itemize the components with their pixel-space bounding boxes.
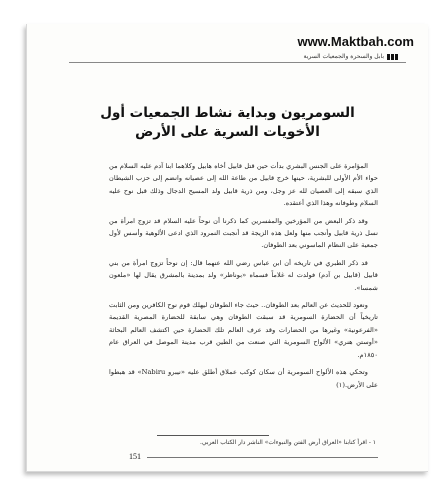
chapter-title: السومريون وبداية نشاط الجمعيات أول الأخويات السرية على الأرض — [100, 105, 355, 140]
folio-rule — [147, 457, 378, 458]
site-watermark[interactable]: www.Maktbah.com — [297, 34, 414, 49]
paragraph: المؤامرة على الجنس البشري بدأت حين قتل قابيل أخاه هابيل وكلاهما ابنا آدم عليه السلام من حواء الأم الأولى للبشرية، حينها خرج قابيل من طاعة الله إلى عصيانه وانضم إلى حزب الشيطان الذي سبقه إلى العصيان لله عز وجل، ومن ذرية قابيل ولد المسيح الدجال وذلك قبل نوح عليه السلام وطوفانه وهذا الذي أعتقده. — [109, 162, 378, 208]
paragraph: ونعود للحديث عن العالم بعد الطوفان.. حيث جاء الطوفان ليهلك قوم نوح الكافرين ومن الثابت تاريخياً أن الحضارة السومرية قد سبقت الطوفان وهي سابقة للحضارة المصرية القديمة «الفرعونية» وغيرها من الحضارات وقد عرف العالم تلك الحضارة حين اكتشف العالم البحاثة «أوستن هنري» الألواح السومرية التي صنعت من الطين قرب مدينة الموصل في العراق عام ١٨٥٠م. — [109, 301, 378, 359]
running-head — [304, 53, 398, 60]
running-head-text: بابل والسحرة والجمعيات السرية — [303, 53, 384, 60]
header-rule — [69, 62, 406, 63]
book-page — [26, 24, 428, 472]
footnote: ١ - اقرأ كتابنا «العراق أرض الفتن والنبوءات» الناشر دار الكتاب العربي. — [200, 439, 376, 446]
page-number: 151 — [129, 452, 141, 461]
body-text — [109, 160, 378, 396]
paragraph: وتحكي هذه الألواح السومرية أن سكان كوكب عملاق أطلق عليه «نيبرو Nabiru» قد هبطوا على الأرض.(١) — [109, 368, 378, 389]
paragraph: قد ذكر الطبري في تاريخه أن ابن عباس رضي الله عنهما قال: إن نوحاً تزوج امرأة من بني قابيل (قابيل بن آدم) فولدت له غلاماً فسماه «بوناظر» ولد بمدينة بالمشرق يقال لها «ملعون شمسا». — [109, 258, 378, 292]
footnote-rule — [157, 435, 269, 436]
paragraph: وقد ذكر البعض من المؤرخين والمفسرين كما ذكرنا أن نوحاً عليه السلام قد تزوج امرأة من نسل ذرية قابيل وأنجب منها ولعل هذه الزيجة قد أنجبت النمرود الذي ادعى الألوهية وأسس لأول جمعية على النظام الماسوني بعد الطوفان. — [109, 216, 378, 250]
header-bars-icon — [387, 54, 398, 60]
